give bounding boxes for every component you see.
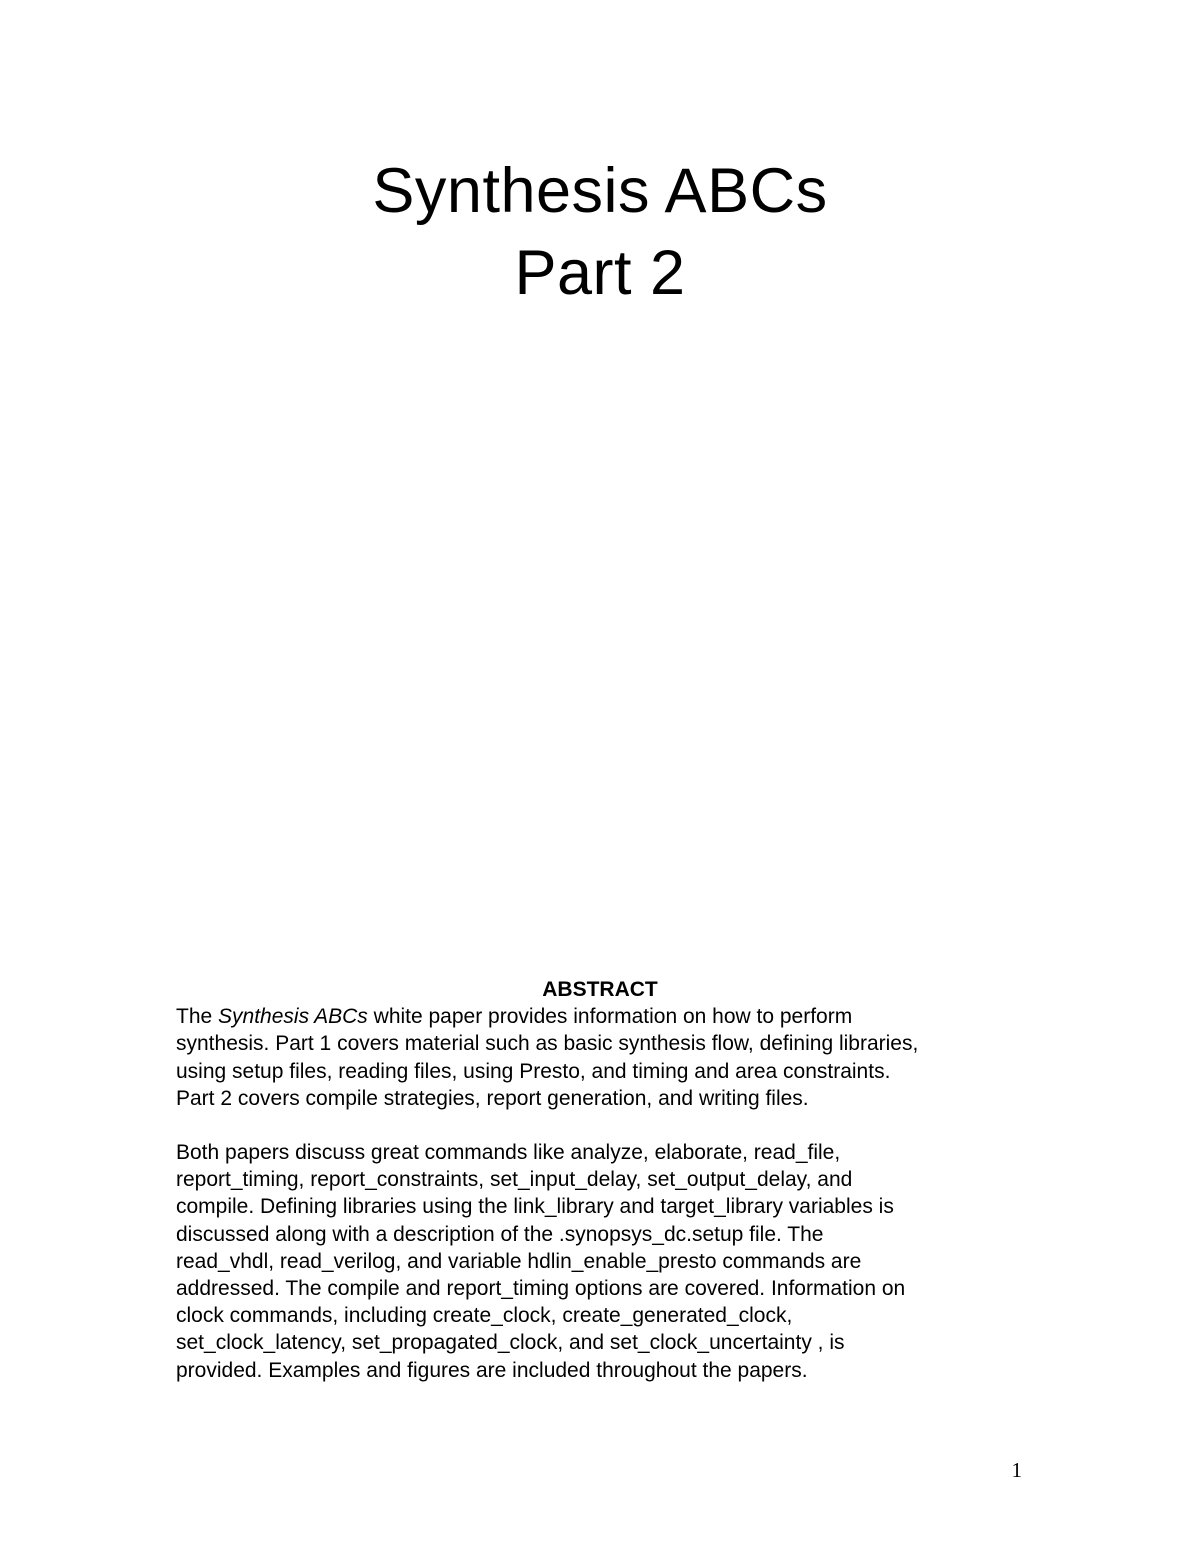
paper-title-italic: Synthesis ABCs: [218, 1005, 368, 1029]
title-line-main: Synthesis ABCs: [372, 156, 828, 226]
abstract-p1-line-4: Part 2 covers compile strategies, report generation, and writing files.: [176, 1086, 809, 1110]
abstract-p2-line: report_timing, report_constraints, set_input_delay, set_output_delay, and: [176, 1168, 853, 1192]
abstract-section: [176, 976, 1036, 1384]
title-line-part: Part 2: [514, 238, 686, 308]
abstract-p1-line-1-suffix: white paper provides information on how to perform: [367, 1005, 853, 1029]
abstract-heading: ABSTRACT: [542, 978, 658, 1001]
abstract-p1-line-1: [176, 1003, 1036, 1030]
abstract-p2-line: clock commands, including create_clock, create_generated_clock,: [176, 1304, 793, 1328]
paragraph-gap: [176, 1112, 1036, 1139]
abstract-p2-line: discussed along with a description of the .synopsys_dc.setup file. The: [176, 1222, 824, 1246]
abstract-p1-line-2: synthesis. Part 1 covers material such as basic synthesis flow, defining libraries,: [176, 1032, 919, 1056]
abstract-p1-line-3: using setup files, reading files, using Presto, and timing and area constraints.: [176, 1059, 891, 1083]
abstract-p2-line: addressed. The compile and report_timing options are covered. Information on: [176, 1277, 906, 1301]
abstract-p2-line: set_clock_latency, set_propagated_clock, and set_clock_uncertainty , is: [176, 1331, 845, 1355]
abstract-p2-line: provided. Examples and figures are included throughout the papers.: [176, 1358, 808, 1382]
document-title: [0, 150, 1200, 314]
abstract-paragraph-1: [176, 1003, 1036, 1112]
abstract-p2-line: read_vhdl, read_verilog, and variable hdlin_enable_presto commands are: [176, 1249, 862, 1273]
abstract-p1-line-1-prefix: The: [176, 1005, 219, 1029]
abstract-p2-line: compile. Defining libraries using the link_library and target_library variables is: [176, 1195, 894, 1219]
abstract-p2-line: Both papers discuss great commands like analyze, elaborate, read_file,: [176, 1141, 841, 1165]
page-number: 1: [1011, 1458, 1022, 1482]
abstract-paragraph-2: [176, 1139, 1036, 1384]
